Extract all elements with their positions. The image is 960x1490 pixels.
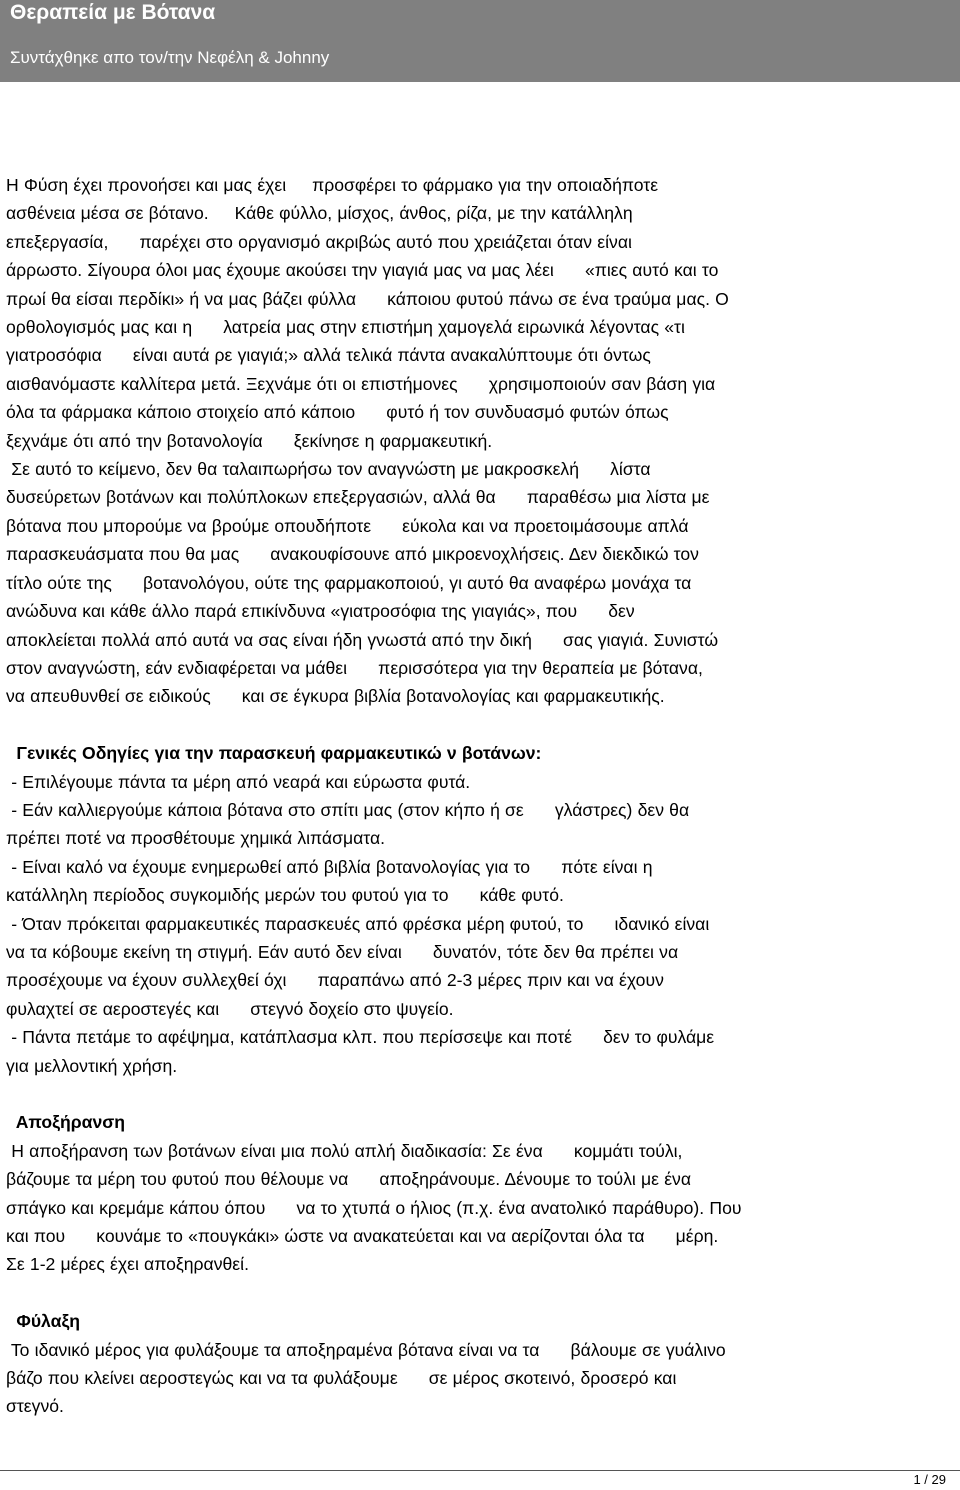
- text-line: αποκλείεται πολλά από αυτά να σας είναι ήδη γνωστά από την δική σας γιαγιά. Συνιστώ: [6, 629, 719, 650]
- text-line: Σε αυτό το κείμενο, δεν θα ταλαιπωρήσω τον αναγνώστη με μακροσκελή λίστα: [6, 459, 651, 480]
- text-line: βάζουμε τα μέρη του φυτού που θέλουμε να αποξηράνουμε. Δένουμε το τούλι με ένα: [6, 1169, 691, 1190]
- document-title: Θεραπεία με Βότανα: [10, 1, 216, 24]
- section-drying: [6, 1137, 956, 1279]
- text-line: Η αποξήρανση των βοτάνων είναι μια πολύ απλή διαδικασία: Σε ένα κομμάτι τούλι,: [6, 1140, 683, 1161]
- text-line: και που κουνάμε το «πουγκάκι» ώστε να ανακατεύεται και να αερίζονται όλα τα μέρη.: [6, 1226, 719, 1246]
- text-line: να απευθυνθεί σε ειδικούς και σε έγκυρα βιβλία βοτανολογίας και φαρμακευτικής.: [6, 686, 665, 707]
- text-line: προσέχουμε να έχουν συλλεχθεί όχι παραπάνω από 2-3 μέρες πριν και να έχουν: [6, 970, 664, 991]
- text-line: - Εάν καλλιεργούμε κάποια βότανα στο σπίτι μας (στον κήπο ή σε γλάστρες) δεν θα: [6, 799, 690, 820]
- text-line: Το ιδανικό μέρος για φυλάξουμε τα αποξηραμένα βότανα είναι να τα βάλουμε σε γυάλινο: [6, 1339, 726, 1360]
- text-line: γιατροσόφια είναι αυτά ρε γιαγιά;» αλλά τελικά πάντα ανακαλύπτουμε ότι όντως: [6, 345, 651, 366]
- text-line: πρέπει ποτέ να προσθέτουμε χημικά λιπάσματα.: [6, 828, 386, 849]
- text-line: για μελλοντική χρήση.: [6, 1055, 178, 1076]
- text-line: στον αναγνώστη, εάν ενδιαφέρεται να μάθει περισσότερα για την θεραπεία με βότανα,: [6, 657, 703, 678]
- section-storage: [6, 1336, 956, 1421]
- text-line: Η Φύση έχει προνοήσει και μας έχει προσφέρει το φάρμακο για την οποιαδήποτε: [6, 175, 659, 195]
- text-line: κατάλληλη περίοδος συγκομιδής μερών του φυτού για το κάθε φυτό.: [6, 885, 564, 906]
- page-number: 1 / 29: [913, 1472, 946, 1487]
- text-line: ασθένεια μέσα σε βότανο. Κάθε φύλλο, μίσχος, άνθος, ρίζα, με την κατάλληλη: [6, 203, 633, 224]
- document-header: [0, 0, 960, 82]
- text-line: επεξεργασία, παρέχει στο οργανισμό ακριβώς αυτό που χρειάζεται όταν είναι: [6, 231, 632, 252]
- paragraph-spacer: [6, 1080, 956, 1108]
- text-line: - Πάντα πετάμε το αφέψημα, κατάπλασμα κλπ. που περίσσεψε και ποτέ δεν το φυλάμε: [6, 1027, 715, 1048]
- text-line: ξεχνάμε ότι από την βοτανολογία ξεκίνησε η φαρμακευτική.: [6, 430, 493, 451]
- section-general-guidelines: [6, 768, 956, 1080]
- text-line: - Είναι καλό να έχουμε ενημερωθεί από βιβλία βοτανολογίας για το πότε είναι η: [6, 856, 653, 877]
- text-line: δυσεύρετων βοτάνων και πολύπλοκων επεξεργασιών, αλλά θα παραθέσω μια λίστα με: [6, 487, 710, 508]
- text-line: Σε 1-2 μέρες έχει αποξηρανθεί.: [6, 1254, 249, 1275]
- text-line: να τα κόβουμε εκείνη τη στιγμή. Εάν αυτό δεν είναι δυνατόν, τότε δεν θα πρέπει να: [6, 941, 679, 962]
- section-heading-drying: Αποξήρανση: [6, 1112, 126, 1133]
- text-line: παρασκευάσματα που θα μας ανακουφίσουνε από μικροενοχλήσεις. Δεν διεκδικώ τον: [6, 544, 699, 565]
- text-line: φυλαχτεί σε αεροστεγές και στεγνό δοχείο στο ψυγείο.: [6, 998, 454, 1019]
- document-body: [6, 171, 956, 1421]
- text-line: πρωί θα είσαι περδίκι» ή να μας βάζει φύλλα κάποιου φυτού πάνω σε ένα τραύμα μας. Ο: [6, 288, 729, 309]
- text-line: ορθολογισμός μας και η λατρεία μας στην επιστήμη χαμογελά ειρωνικά λέγοντας «τι: [6, 317, 685, 338]
- text-line: βότανα που μπορούμε να βρούμε οπουδήποτε εύκολα και να προετοιμάσουμε απλά: [6, 515, 689, 536]
- text-line: αισθανόμαστε καλλίτερα μετά. Ξεχνάμε ότι οι επιστήμονες χρησιμοποιούν σαν βάση για: [6, 373, 716, 394]
- footer-divider: [0, 1470, 960, 1471]
- text-line: βάζο που κλείνει αεροστεγώς και να τα φυλάξουμε σε μέρος σκοτεινό, δροσερό και: [6, 1368, 677, 1389]
- text-line: ανώδυνα και κάθε άλλο παρά επικίνδυνα «γιατροσόφια της γιαγιάς», που δεν: [6, 601, 635, 622]
- text-line: τίτλο ούτε της βοτανολόγου, ούτε της φαρμακοποιού, γι αυτό θα αναφέρω μονάχα τα: [6, 572, 692, 593]
- text-line: - Επιλέγουμε πάντα τα μέρη από νεαρά και εύρωστα φυτά.: [6, 771, 471, 792]
- text-line: - Όταν πρόκειται φαρμακευτικές παρασκευές από φρέσκα μέρη φυτού, το ιδανικό είναι: [6, 913, 710, 934]
- section-heading-storage: Φύλαξη: [6, 1311, 81, 1332]
- section-heading-general-guidelines: Γενικές Οδηγίες για την παρασκευή φαρμακευτικώ ν βοτάνων:: [6, 743, 542, 764]
- text-line: στεγνό.: [6, 1396, 64, 1417]
- paragraph-spacer: [6, 1279, 956, 1307]
- text-line: όλα τα φάρμακα κάποιο στοιχείο από κάποιο φυτό ή τον συνδυασμό φυτών όπως: [6, 402, 669, 423]
- text-line: άρρωστο. Σίγουρα όλοι μας έχουμε ακούσει την γιαγιά μας να μας λέει «πιες αυτό και το: [6, 260, 719, 281]
- paragraph-spacer: [6, 711, 956, 739]
- intro-paragraph: [6, 171, 956, 711]
- text-line: σπάγκο και κρεμάμε κάπου όπου να το χτυπά ο ήλιος (π.χ. ένα ανατολικό παράθυρο). Που: [6, 1197, 742, 1218]
- document-author-line: Συντάχθηκε απο τον/την Νεφέλη & Johnny: [10, 48, 330, 67]
